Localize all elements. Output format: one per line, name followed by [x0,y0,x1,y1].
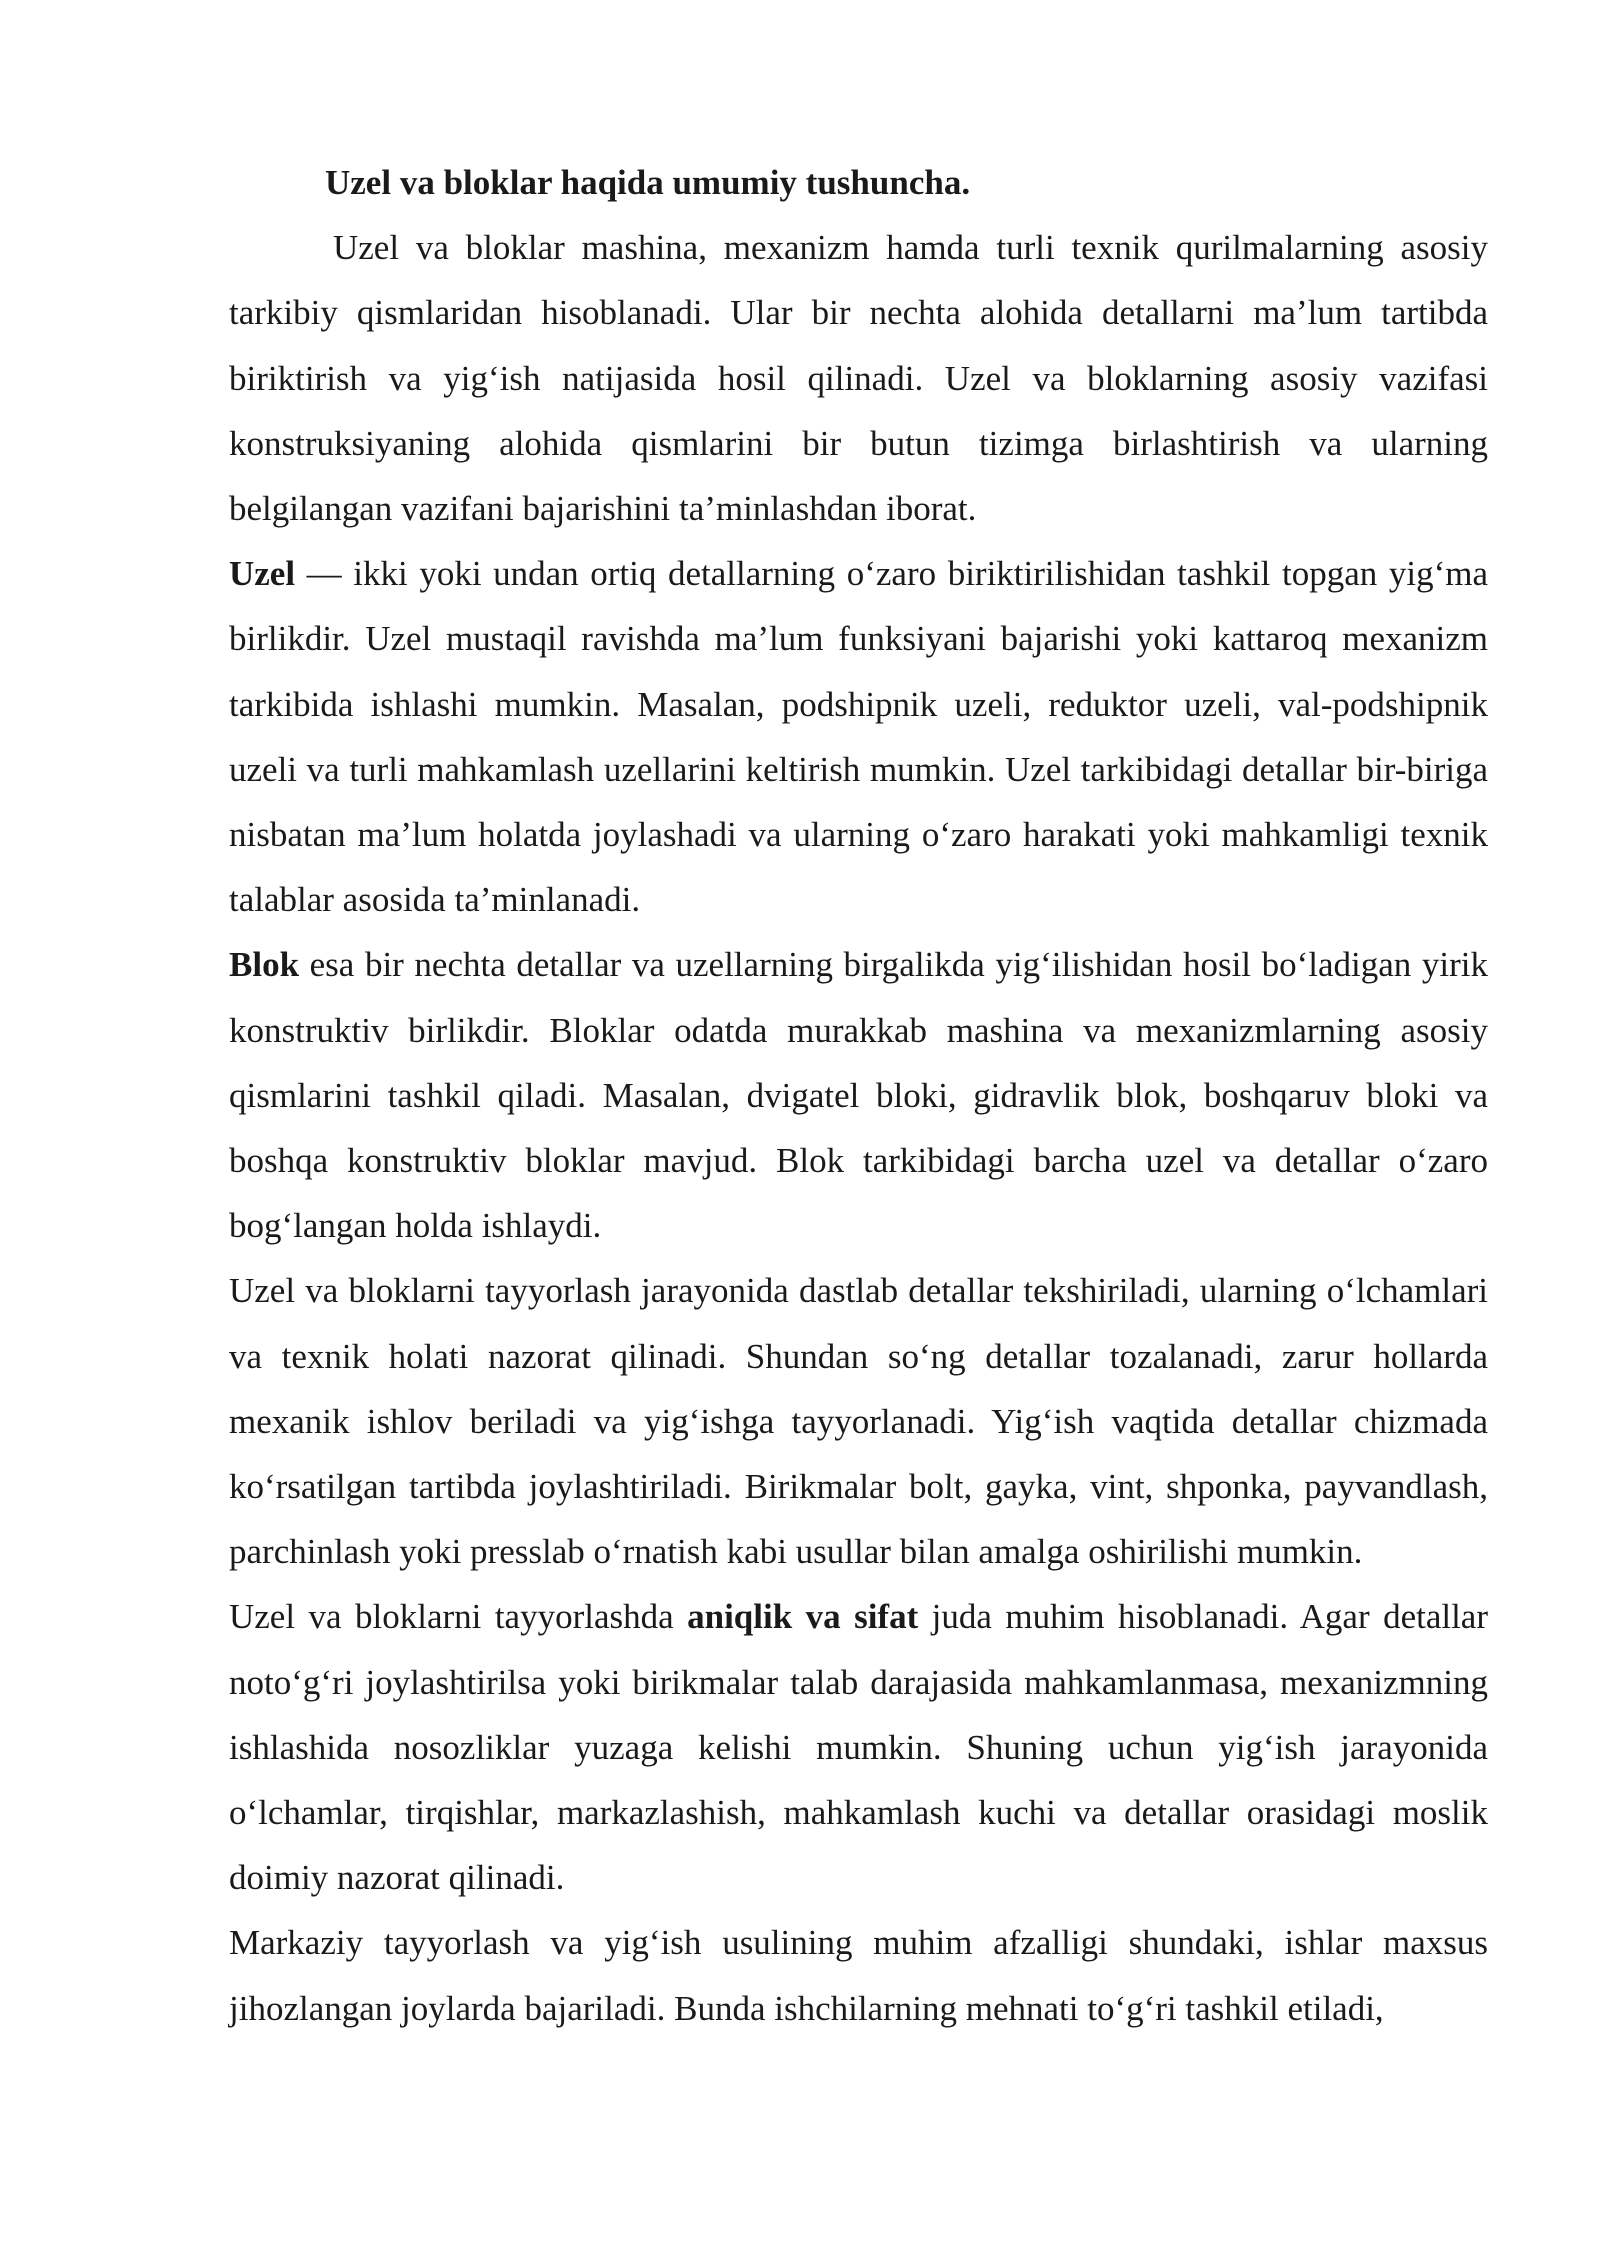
document-body [229,150,1488,2041]
preparation-paragraph: Uzel va bloklarni tayyorlash jarayonida dastlab detallar tekshiriladi, ularning o‘lchamlari va texnik holati nazorat qilinadi. Shundan so‘ng detallar tozalanadi, zarur hollarda mexanik ishlov beriladi va yig‘ishga tayyorlanadi. Yig‘ish vaqtida detallar chizmada ko‘rsatilgan tartibda joylashtiriladi. Birikmalar bolt, gayka, vint, shponka, payvandlash, parchinlash yoki presslab o‘rnatish kabi usullar bilan amalga oshirilishi mumkin. [229,1271,1488,1572]
quality-text-start: Uzel va bloklarni tayyorlashda [229,1597,688,1637]
blok-term: Blok [229,945,300,985]
intro-paragraph: Uzel va bloklar mashina, mexanizm hamda turli texnik qurilmalarning asosiy tarkibiy qismlaridan hisoblanadi. Ular bir nechta alohida detallarni ma’lum tartibda biriktirish va yig‘ish natijasida hosil qilinadi. Uzel va bloklarning asosiy vazifasi konstruksiyaning alohida qismlarini bir butun tizimga birlashtirish va ularning belgilangan vazifani bajarishini ta’minlashdan iborat. [229,228,1488,529]
uzel-paragraph [229,541,1488,932]
blok-paragraph [229,932,1488,1258]
quality-text-end: juda muhim hisoblanadi. Agar detallar noto‘g‘ri joylashtirilsa yoki birikmalar talab darajasida mahkamlanmasa, mexanizmning ishlashida nosozliklar yuzaga kelishi mumkin. Shuning uchun yig‘ish jarayonida o‘lchamlar, tirqishlar, markazlashish, mahkamlash kuchi va detallar orasidagi moslik doimiy nazorat qilinadi. [229,1597,1488,1898]
quality-emphasis: aniqlik va sifat [687,1597,919,1637]
uzel-definition: — ikki yoki undan ortiq detallarning o‘zaro biriktirilishidan tashkil topgan yig‘ma birlikdir. Uzel mustaqil ravishda ma’lum funksiyani bajarishi yoki kattaroq mexanizm tarkibida ishlashi mumkin. Masalan, podshipnik uzeli, reduktor uzeli, val-podshipnik uzeli va turli mahkamlash uzellarini keltirish mumkin. Uzel tarkibidagi detallar bir-biriga nisbatan ma’lum holatda joylashadi va ularning o‘zaro harakati yoki mahkamligi texnik talablar asosida ta’minlanadi. [229,554,1488,920]
central-assembly-paragraph: Markaziy tayyorlash va yig‘ish usulining muhim afzalligi shundaki, ishlar maxsus jihozlangan joylarda bajariladi. Bunda ishchilarning mehnati to‘g‘ri tashkil etiladi, [229,1923,1488,2028]
quality-paragraph [229,1584,1488,1910]
document-title: Uzel va bloklar haqida umumiy tushuncha. [325,163,971,202]
blok-definition: esa bir nechta detallar va uzellarning birgalikda yig‘ilishidan hosil bo‘ladigan yirik konstruktiv birlikdir. Bloklar odatda murakkab mashina va mexanizmlarning asosiy qismlarini tashkil qiladi. Masalan, dvigatel bloki, gidravlik blok, boshqaruv bloki va boshqa konstruktiv bloklar mavjud. Blok tarkibidagi barcha uzel va detallar o‘zaro bog‘langan holda ishlaydi. [229,945,1488,1246]
uzel-term: Uzel [229,554,296,594]
